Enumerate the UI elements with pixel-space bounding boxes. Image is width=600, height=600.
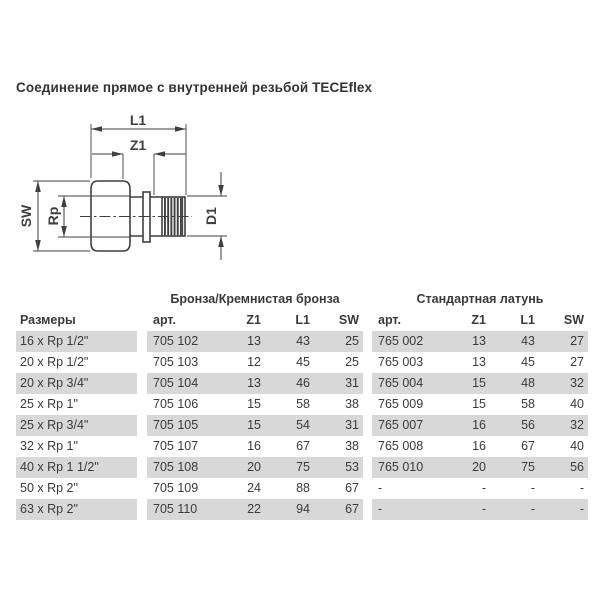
art-cell: 705 104: [153, 376, 199, 390]
l1-cell: 45: [521, 355, 535, 369]
art-cell: 765 007: [378, 418, 424, 432]
bronze-values-block: [147, 331, 363, 352]
z1-cell: 13: [472, 334, 486, 348]
group-header-bronze: Бронза/Кремнистая бронза: [170, 292, 340, 306]
z1-cell: 13: [247, 334, 261, 348]
bronze-values-block: [147, 436, 363, 457]
table-row: [16, 415, 588, 436]
group-header-brass: Стандартная латунь: [416, 292, 544, 306]
rp-label: Rp: [45, 206, 61, 226]
dimension-table: [16, 288, 588, 520]
size-cell: 63 x Rp 2": [16, 499, 137, 520]
size-cell: 32 x Rp 1": [20, 439, 78, 453]
art-cell: -: [378, 502, 383, 516]
l1-cell: 88: [296, 481, 310, 495]
table-row: [16, 436, 588, 457]
brass-values-block: [372, 499, 588, 520]
sw-column-header: SW: [563, 313, 584, 327]
l1-cell: 54: [296, 418, 310, 432]
sw-cell: 27: [570, 355, 584, 369]
sw-cell: 38: [345, 439, 359, 453]
l1-column-header: L1: [520, 313, 535, 327]
hex-nut: [91, 181, 130, 251]
sw-cell: 31: [345, 376, 359, 390]
z1-cell: 15: [247, 418, 261, 432]
art-column-header: арт.: [378, 313, 401, 327]
size-cell: 40 x Rp 1 1/2": [16, 457, 137, 478]
l1-cell: 56: [521, 418, 535, 432]
z1-column-header: Z1: [246, 313, 261, 327]
z1-cell: 20: [472, 460, 486, 474]
art-cell: 705 106: [153, 397, 199, 411]
l1-cell: 43: [521, 334, 535, 348]
z1-cell: 16: [247, 439, 261, 453]
sw-cell: 56: [570, 460, 584, 474]
brass-values-block: [372, 457, 588, 478]
sw-cell: -: [579, 481, 584, 495]
art-cell: 765 009: [378, 397, 424, 411]
bronze-values-block: [147, 478, 363, 499]
group-header-spacer: [16, 288, 137, 310]
size-cell: 20 x Rp 3/4": [16, 373, 137, 394]
bronze-values-block: [147, 457, 363, 478]
bronze-values-block: [147, 415, 363, 436]
collar: [143, 192, 150, 242]
brass-values-block: [372, 394, 588, 415]
brass-values-block: [372, 478, 588, 499]
brass-column-headers: [372, 310, 588, 331]
size-cell: 16 x Rp 1/2": [16, 331, 137, 352]
art-cell: 765 002: [378, 334, 424, 348]
table-row: [16, 352, 588, 373]
brass-values-block: [372, 373, 588, 394]
sw-cell: 67: [345, 481, 359, 495]
page-title: Соединение прямое с внутренней резьбой TECEflex: [16, 80, 373, 95]
sw-label: SW: [18, 204, 34, 228]
z1-cell: 16: [472, 418, 486, 432]
size-cell: 50 x Rp 2": [20, 481, 78, 495]
z1-cell: 22: [247, 502, 261, 516]
brass-values-block: [372, 352, 588, 373]
table-row: [16, 457, 588, 478]
table-row: [16, 499, 588, 520]
z1-cell: 24: [247, 481, 261, 495]
table-row: [16, 331, 588, 352]
l1-cell: 45: [296, 355, 310, 369]
art-cell: 705 107: [153, 439, 199, 453]
l1-cell: 67: [521, 439, 535, 453]
sw-cell: -: [579, 502, 584, 516]
size-column-header: Размеры: [20, 313, 76, 327]
bronze-values-block: [147, 373, 363, 394]
size-cell: 25 x Rp 1": [20, 397, 78, 411]
sw-cell: 53: [345, 460, 359, 474]
sw-cell: 38: [345, 397, 359, 411]
table-body: [16, 331, 588, 520]
d1-label: D1: [203, 207, 219, 225]
art-cell: 705 102: [153, 334, 199, 348]
l1-cell: -: [530, 502, 535, 516]
l1-cell: 58: [521, 397, 535, 411]
l1-column-header: L1: [295, 313, 310, 327]
art-cell: 705 110: [153, 502, 198, 516]
sw-cell: 67: [345, 502, 359, 516]
sw-cell: 25: [345, 355, 359, 369]
sw-cell: 40: [570, 397, 584, 411]
art-cell: 705 105: [153, 418, 199, 432]
bronze-values-block: [147, 394, 363, 415]
sw-cell: 32: [570, 418, 584, 432]
l1-label: L1: [129, 112, 147, 128]
fitting-technical-drawing: [10, 105, 240, 270]
z1-cell: -: [481, 481, 486, 495]
l1-cell: 46: [296, 376, 310, 390]
brass-values-block: [372, 415, 588, 436]
l1-cell: 75: [521, 460, 535, 474]
size-cell: 25 x Rp 3/4": [16, 415, 137, 436]
table-row: [16, 394, 588, 415]
sw-cell: 25: [345, 334, 359, 348]
z1-cell: 13: [247, 376, 261, 390]
sw-cell: 32: [570, 376, 584, 390]
brass-values-block: [372, 436, 588, 457]
brass-values-block: [372, 331, 588, 352]
art-cell: 765 008: [378, 439, 424, 453]
sw-cell: 27: [570, 334, 584, 348]
art-column-header: арт.: [153, 313, 176, 327]
art-cell: -: [378, 481, 383, 495]
l1-cell: 75: [296, 460, 310, 474]
l1-cell: -: [530, 481, 535, 495]
art-cell: 765 003: [378, 355, 424, 369]
z1-column-header: Z1: [471, 313, 486, 327]
bronze-column-headers: [147, 310, 363, 331]
l1-cell: 94: [296, 502, 310, 516]
group-header-row: [16, 288, 588, 310]
z1-cell: 16: [472, 439, 486, 453]
l1-cell: 43: [296, 334, 310, 348]
z1-cell: 20: [247, 460, 261, 474]
table-row: [16, 373, 588, 394]
l1-cell: 48: [521, 376, 535, 390]
l1-cell: 67: [296, 439, 310, 453]
art-cell: 705 108: [153, 460, 199, 474]
z1-cell: -: [481, 502, 486, 516]
l1-cell: 58: [296, 397, 310, 411]
bronze-values-block: [147, 352, 363, 373]
z1-label: Z1: [129, 137, 147, 153]
bronze-values-block: [147, 499, 363, 520]
z1-cell: 13: [472, 355, 486, 369]
table-row: [16, 478, 588, 499]
sw-cell: 31: [345, 418, 359, 432]
z1-cell: 15: [472, 397, 486, 411]
size-cell: 20 x Rp 1/2": [20, 355, 89, 369]
z1-cell: 12: [247, 355, 261, 369]
column-header-row: [16, 310, 588, 331]
z1-cell: 15: [247, 397, 261, 411]
art-cell: 705 103: [153, 355, 199, 369]
sw-cell: 40: [570, 439, 584, 453]
art-cell: 705 109: [153, 481, 199, 495]
sw-column-header: SW: [338, 313, 359, 327]
z1-cell: 15: [472, 376, 486, 390]
art-cell: 765 010: [378, 460, 424, 474]
art-cell: 765 004: [378, 376, 424, 390]
